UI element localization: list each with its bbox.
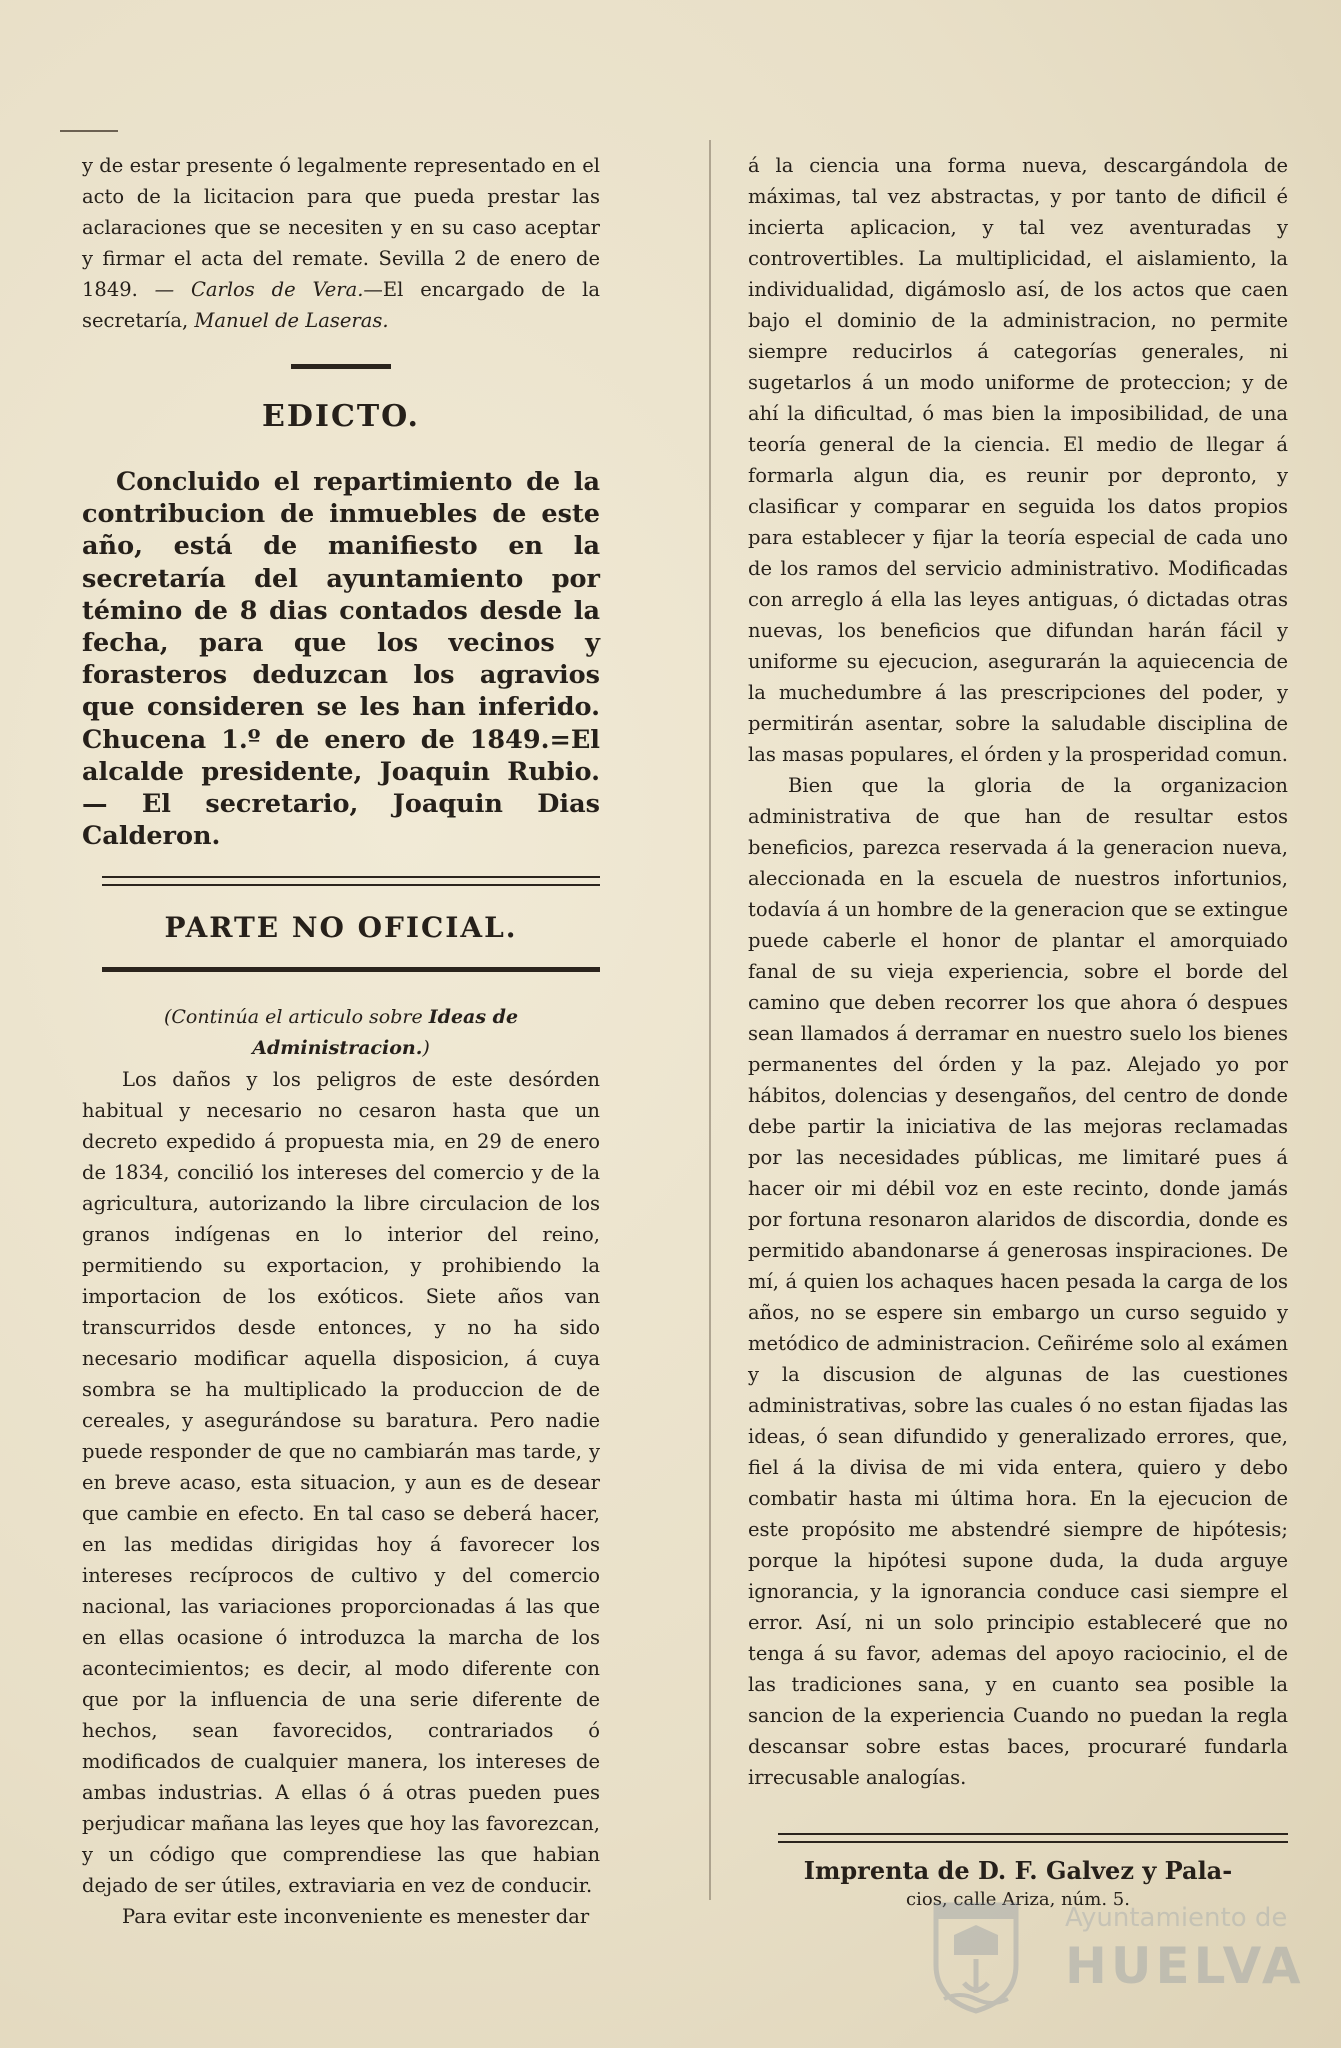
continuation-article-title: Ideas de Administracion. — [252, 1006, 519, 1060]
imprint-rule — [778, 1833, 1288, 1843]
closing-text: y de estar presente ó legalmente representado en el acto de la licitacion para que pueda prestar las aclaraciones que se necesiten y en su caso aceptar y firmar el acta del remate. Sevilla 2 de enero de 1849. — [82, 154, 600, 301]
article-paragraph-2: Para evitar este inconveniente es menester dar — [122, 1905, 590, 1929]
watermark-line-1: Ayuntamiento de — [1065, 1903, 1288, 1933]
signature-carlos: — Carlos de Vera. — [154, 278, 364, 301]
edicto-body: Concluido el repartimiento de la contribucion de inmuebles de este año, está de manifiesto en la secretaría del ayuntamiento por témino de 8 dias contados desde la fecha, para que los vecinos y forasteros deduzcan los agravios que consideren se les han inferido. Chucena 1.º de enero de 1849.=El alcalde presidente, Joaquin Rubio.— El secretario, Joaquin Dias Calderon. — [82, 467, 600, 852]
article-paragraph-3: á la ciencia una forma nueva, descargándola de máximas, tal vez abstractas, y por tanto de dificil é incierta aplicacion, y tal vez aventuradas y controvertibles. La multiplicidad, el aislamiento, la individualidad, digámoslo así, de los actos que caen bajo el dominio de la administracion, no permite siempre reducirlos á categorías generales, ni sugetarlos á un modo uniforme de proteccion; y de ahí la dificultad, ó mas bien la imposibilidad, de una teoría general de la ciencia. El medio de llegar á formarla algun dia, es reunir por depronto, y clasificar y comparar en seguida los datos propios para establecer y fijar la teoría especial de cada uno de los ramos del servicio administrativo. Modificadas con arreglo á ella las leyes antiguas, ó dictadas otras nuevas, los beneficios que difundan harán fácil y uniforme su ejecucion, asegurarán la aquiecencia de la muchedumbre á las prescripciones del poder, y permitirán asentar, sobre la saludable disciplina de las masas populares, el órden y la prosperidad comun. — [748, 154, 1288, 766]
imprint-line-1: Imprenta de D. F. Galvez y Pala- — [803, 1856, 1233, 1885]
secretary-label: —El encargado de la secretaría, — [82, 278, 600, 332]
short-rule — [291, 364, 391, 369]
double-rule — [102, 876, 600, 886]
imprint-line-2: cios, calle Ariza, núm. 5. — [906, 1889, 1130, 1910]
article-paragraph-1: Los daños y los peligros de este desórden habitual y necesario no cesaron hasta que un decreto expedido á propuesta mia, en 29 de enero de 1834, concilió los intereses del comercio y de la agricultura, autorizando la libre circulacion de los granos indígenas en lo interior del reino, permitiendo su exportacion, y prohibiendo la importacion de los exóticos. Siete años van transcurridos desde entonces, y no ha sido necesario modificar aquella disposicion, á cuya sombra se ha multiplicado la produccion de de cereales, y asegurándose su baratura. Pero nadie puede responder de que no cambiarán mas tarde, y en breve acaso, esta situacion, y aun es de desear que cambie en efecto. En tal caso se deberá hacer, en las medidas dirigidas hoy á favorecer los intereses recíprocos de cultivo y del comercio nacional, las variaciones proporcionadas á las que en ellas ocasione ó introduzca la marcha de los acontecimientos; es decir, al modo diferente con que por la influencia de una serie diferente de hechos, sean favorecidos, contrariados ó modificados de cualquier manera, los intereses de ambas industrias. A ellas ó á otras pueden pues perjudicar mañana las leyes que hoy las favorezcan, y un código que comprendiese las que habian dejado de ser útiles, extraviaria en vez de conducir. — [82, 1068, 600, 1898]
continuation-note — [82, 1002, 600, 1064]
continuation-suffix: ) — [422, 1037, 430, 1060]
shield-icon — [930, 1895, 1022, 2015]
section-title: PARTE NO OFICIAL. — [164, 911, 518, 945]
edicto-title: EDICTO. — [262, 399, 420, 434]
signature-manuel: Manuel de Laseras. — [194, 309, 389, 332]
right-column — [748, 150, 1288, 1913]
left-column — [82, 150, 600, 1932]
column-divider — [709, 140, 711, 1900]
article-paragraph-4: Bien que la gloria de la organizacion administrativa de que han de resultar estos beneficios, parezca reservada á la generacion nueva, aleccionada en la escuela de nuestros infortunios, todavía á un hombre de la generacion que se extingue puede caberle el honor de plantar el amorquiado fanal de su vieja experiencia, sobre el borde del camino que deben recorrer los que ahora ó despues sean llamados á derramar en nuestro suelo los bienes permanentes del órden y la paz. Alejado yo por hábitos, dolencias y desengaños, del centro de donde debe partir la iniciativa de las mejoras reclamadas por las necesidades públicas, me limitaré pues á hacer oir mi débil voz en este recinto, donde jamás por fortuna resonaron alaridos de discordia, donde es permitido abandonarse á generosas inspiraciones. De mí, á quien los achaques hacen pesada la carga de los años, no se espere sin embargo un curso seguido y metódico de administracion. Ceñiréme solo al exámen y la discusion de algunas de las cuestiones administrativas, sobre las cuales ó no estan fijadas las ideas, ó sean difundido y generalizado errores, que, fiel á la divisa de mi vida entera, quiero y debo combatir hasta mi última hora. En la ejecucion de este propósito me abstendré siempre de hipótesis; porque la hipótesi supone duda, la duda arguye ignorancia, y la ignorancia conduce casi siempre el error. Así, ni un solo principio estableceré que no tenga á su favor, ademas del apoyo raciocinio, el de las tradiciones sana, y en cuanto sea posible la sancion de la experiencia Cuando no puedan la regla descansar sobre estas baces, procuraré fundarla irrecusable analogías. — [748, 774, 1288, 1789]
continuation-prefix: (Continúa el articulo sobre — [163, 1006, 423, 1029]
top-rule — [60, 130, 118, 132]
watermark — [925, 1895, 1305, 2020]
heavy-rule — [102, 967, 600, 972]
watermark-line-2: HUELVA — [1065, 1937, 1305, 1995]
closing-notice — [82, 150, 600, 336]
